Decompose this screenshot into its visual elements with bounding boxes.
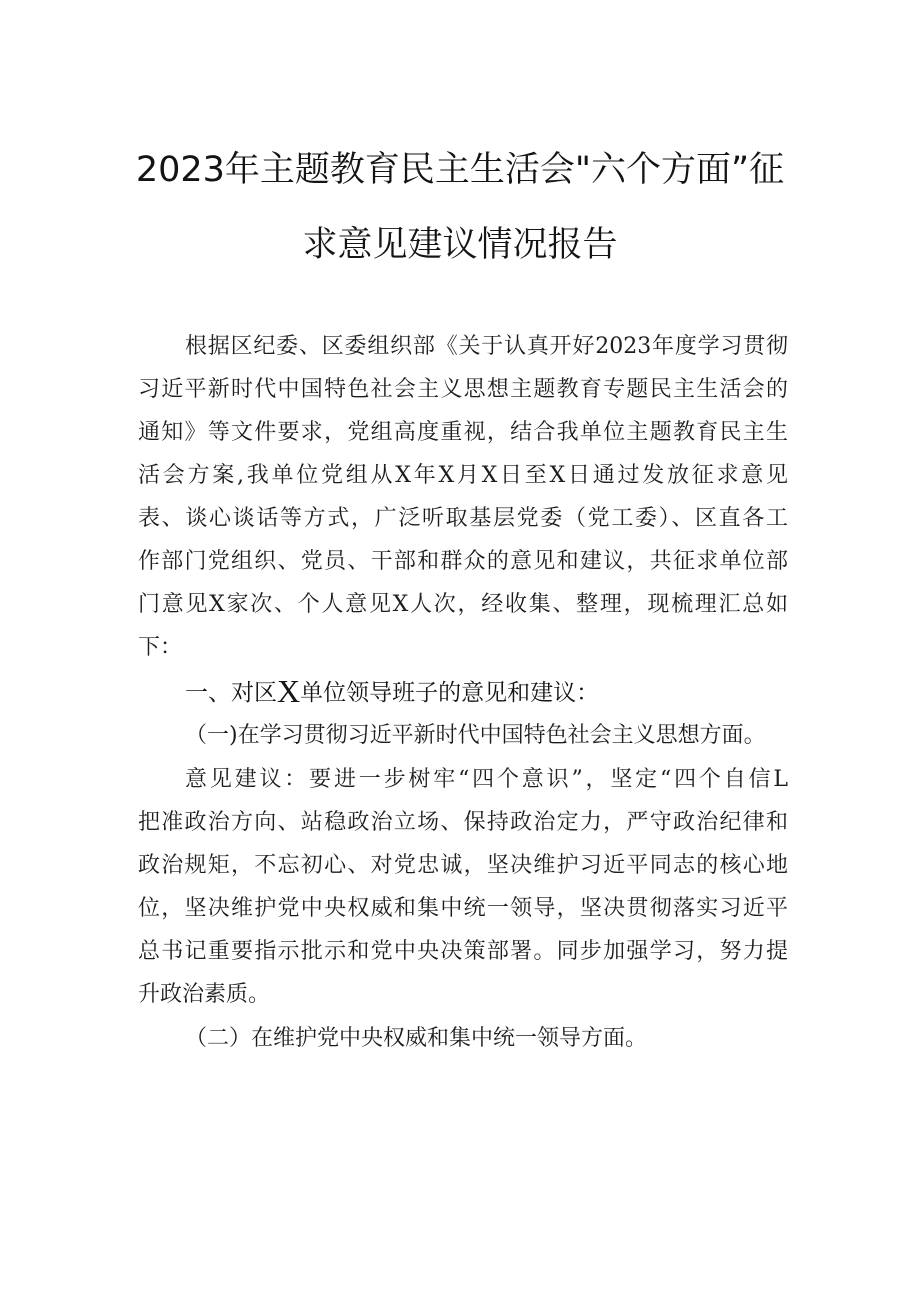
- section-heading-suffix: 单位领导班子的意见和建议：: [300, 680, 600, 706]
- opinion-line-4: 位，坚决维护党中央权威和集中统一领导，坚决贯彻落实习近平: [138, 896, 788, 921]
- intro-line-5: 表、谈心谈话等方式，广泛听取基层党委（党工委）、区直各工: [138, 506, 788, 531]
- opinion-line-2: 把准政治方向、站稳政治立场、保持政治定力，严守政治纪律和: [138, 810, 788, 835]
- document-title-line-2: 求意见建议情况报告: [302, 225, 618, 265]
- document-title-line-1: 2023年主题教育民主生活会"六个方面”征: [135, 150, 785, 190]
- opinion-line-3: 政治规矩，不忘初心、对党忠诚，坚决维护习近平同志的核心地: [138, 853, 788, 878]
- opinion-line-1: 意见建议：要进一步树牢“四个意识”，坚定“四个自信L: [185, 767, 788, 792]
- section-heading-prefix: 一、对区: [185, 680, 277, 706]
- intro-line-6: 作部门党组织、党员、干部和群众的意见和建议，共征求单位部: [138, 549, 788, 574]
- section-heading-1: [185, 673, 600, 709]
- opinion-line-5: 总书记重要指示批示和党中央决策部署。同步加强学习，努力提: [138, 939, 788, 964]
- section-heading-x: X: [277, 673, 301, 709]
- intro-line-2: 习近平新时代中国特色社会主义思想主题教育专题民主生活会的: [138, 377, 788, 402]
- subsection-2: （二）在维护党中央权威和集中统一领导方面。: [185, 1026, 648, 1051]
- intro-line-1: 根据区纪委、区委组织部《关于认真开好2023年度学习贯彻: [185, 334, 788, 359]
- intro-line-7: 门意见X家次、个人意见X人次，经收集、整理，现梳理汇总如: [138, 592, 788, 617]
- intro-line-8: 下：: [138, 635, 183, 660]
- intro-line-4: 活会方案,我单位党组从X年X月X日至X日通过发放征求意见: [138, 463, 788, 488]
- subsection-1: （一)在学习贯彻习近平新时代中国特色社会主义思想方面。: [185, 723, 766, 748]
- intro-line-3: 通知》等文件要求，党组高度重视，结合我单位主题教育民主生: [138, 420, 788, 445]
- opinion-line-6: 升政治素质。: [138, 982, 271, 1007]
